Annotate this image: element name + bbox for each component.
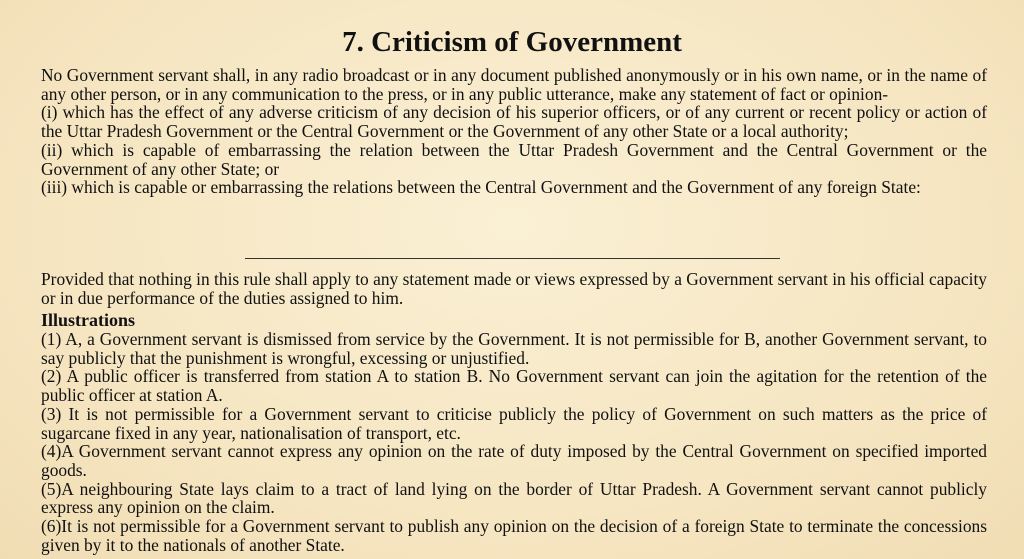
illustration-item: (2) A public officer is transferred from station A to station B. No Government servant can join the agitation for the retention of the public officer at station A. bbox=[41, 366, 987, 406]
illustration-item: (6)It is not permissible for a Government servant to publish any opinion on the decision of a foreign State to terminate the concessions given by it to the nationals of another State. bbox=[41, 516, 987, 555]
divider-line bbox=[245, 258, 780, 259]
rule-text bbox=[41, 66, 987, 197]
illustration-item: (4)A Government servant cannot express any opinion on the rate of duty imposed by the Central Government on specified imported goods. bbox=[41, 441, 987, 480]
rule-clause-ii: (ii) which is capable of embarrassing the relation between the Uttar Pradesh Government and the Central Government or the Government of any other State; or bbox=[41, 139, 987, 179]
illustration-item: (3) It is not permissible for a Government servant to criticise publicly the policy of Government on such matters as the price of sugarcane fixed in any year, nationalisation of transport, etc. bbox=[41, 403, 987, 443]
rule-paragraph-intro: No Government servant shall, in any radio broadcast or in any document published anonymously or in his own name, or in the name of any other person, or in any communication to the press, or in any public utterance, make any statement of fact or opinion- bbox=[41, 65, 987, 104]
illustration-item: (5)A neighbouring State lays claim to a tract of land lying on the border of Uttar Pradesh. A Government servant cannot publicly express any opinion on the claim. bbox=[41, 478, 987, 518]
illustration-item: (1) A, a Government servant is dismissed from service by the Government. It is not permissible for B, another Government servant, to say publicly that the punishment is wrongful, excessing or unjustified. bbox=[41, 329, 987, 368]
illustrations-list bbox=[41, 330, 987, 554]
illustrations-heading: Illustrations bbox=[41, 310, 136, 330]
rule-clause-iii: (iii) which is capable or embarrassing the relations between the Central Government and the Government of any foreign State: bbox=[41, 177, 921, 198]
rule-clause-i: (i) which has the effect of any adverse criticism of any decision of his superior officers, or of any current or recent policy or action of the Uttar Pradesh Government or the Central Government or the Government of any other State or a local authority; bbox=[41, 102, 987, 142]
proviso-text: Provided that nothing in this rule shall apply to any statement made or views expressed by a Government servant in his official capacity or in due performance of the duties assigned to him. bbox=[41, 269, 987, 308]
page-title: 7. Criticism of Government bbox=[342, 26, 682, 58]
